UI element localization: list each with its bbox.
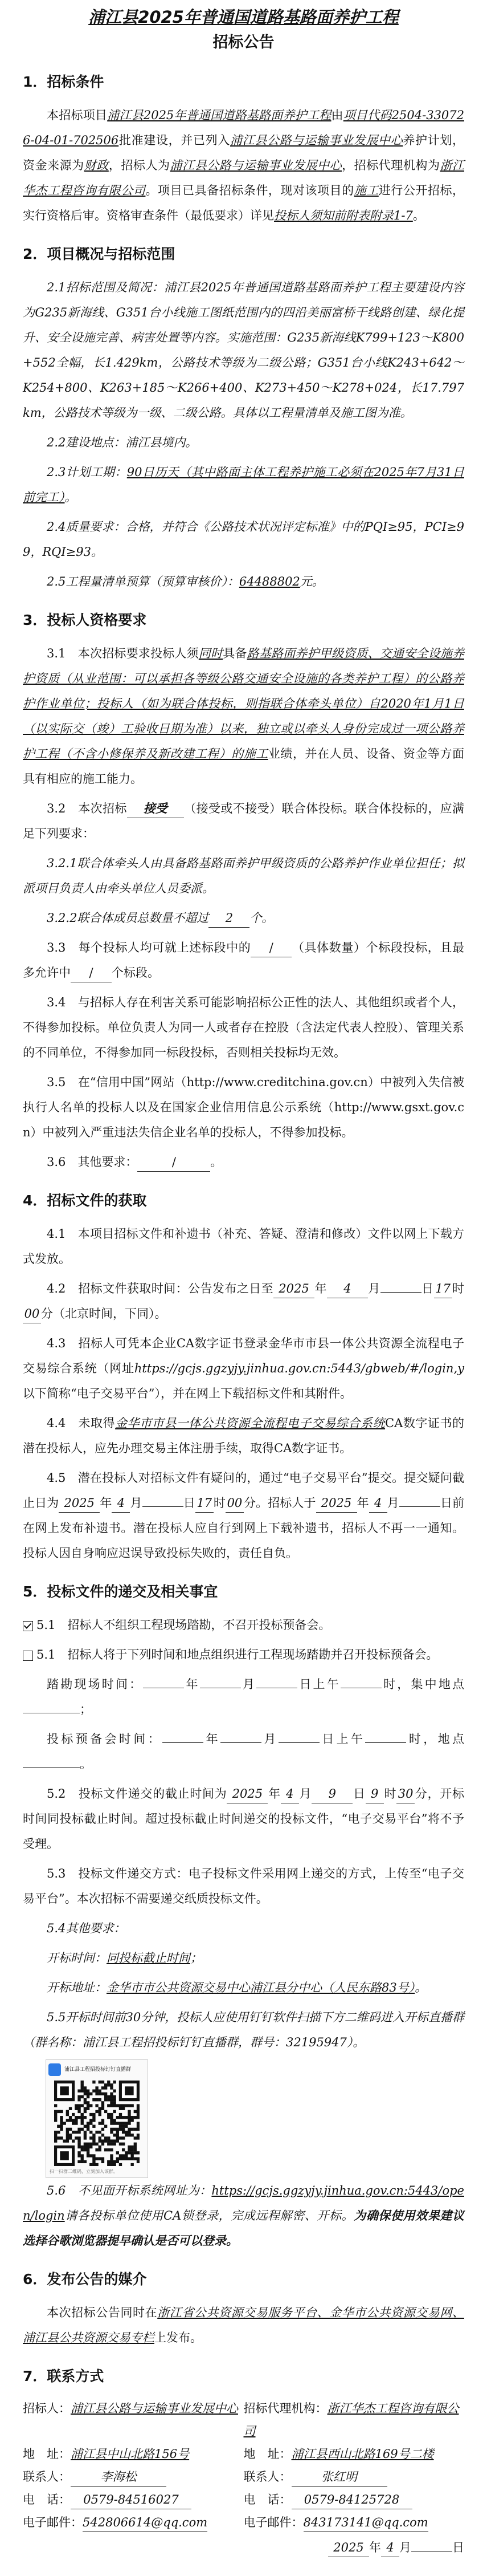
opening-address: 开标地址：金华市市公共资源交易中心浦江县分中心（人民东路83号）。 — [47, 1981, 427, 1994]
section-5-3: 5.3 投标文件递交方式：电子投标文件采用网上递交的方式，上传至“电子交易平台”。本次招标不需要递交纸质投标文件。 — [23, 1867, 464, 1905]
section-6-body: 本次招标公告同时在浙江省公共资源交易服务平台、金华市公共资源交易网、浦江县公共资源交易专栏上发布。 — [23, 2306, 465, 2345]
section-2-3: 2.3计划工期：90日历天（其中路面主体工程养护施工必须在2025年7月31日前完工）。 — [23, 465, 464, 504]
platform-url[interactable]: https://gcjs.ggzyjy.jinhua.gov.cn:5443/gbweb/#/login,y — [134, 1362, 464, 1375]
section-4-2: 4.2 招标文件获取时间：公告发布之日至 2025 年 4 月 日 17 时00 分（北京时间，下同）。 — [23, 1276, 464, 1326]
section-4-4: 4.4 未取得金华市市县一体公共资源全流程电子交易综合系统CA数字证书的潜在投标人，应先办理交易主体注册手续，取得CA数字证书。 — [23, 1416, 464, 1455]
group-avatar-icon — [48, 2063, 61, 2076]
contact-row-person: 联系人： 李海松 联系人： 张红明 — [23, 2465, 464, 2488]
section-4-heading: 4．招标文件的获取 — [23, 1192, 147, 1209]
section-5-4: 5.4其他要求： — [47, 1921, 126, 1935]
opening-time: 开标时间：同投标截止时间； — [47, 1951, 202, 1965]
contact-row-address: 地 址：浦江县中山北路156号 地 址：浦江县西山北路169号二楼 — [23, 2447, 434, 2461]
section-5-5: 5.5开标时间前30分钟，投标人应使用钉钉软件扫描下方二维码进入开标直播群（群名称：浦江县工程招投标钉钉直播群，群号：32195947）。 — [23, 2010, 464, 2049]
section-2-4: 2.4质量要求：合格，并符合《公路技术状况评定标准》中的PQI≥95，PCI≥99，RQI≥93。 — [23, 520, 464, 559]
checkbox-checked-icon[interactable] — [23, 1621, 33, 1631]
pre-bid-meeting-time: 投标预备会时间： 年 月 日上午 时，地点。 — [23, 1726, 464, 1777]
section-3-2-1: 3.2.1联合体牵头人由具备路基路面养护甲级资质的公路养护作业单位担任；拟派项目负责人由牵头单位人员委派。 — [23, 856, 464, 895]
section-4-1: 4.1 本项目招标文件和补遗书（补充、答疑、澄清和修改）文件以网上下载方式发放。 — [23, 1227, 464, 1266]
contact-row-phone: 电 话： 0579-84516027 电 话： 0579-84125728 — [23, 2488, 464, 2511]
document-subtitle: 招标公告 — [212, 34, 275, 51]
section-3-6: 3.6 其他要求： / 。 — [23, 1149, 464, 1175]
section-1-heading: 1．招标条件 — [23, 74, 104, 90]
budget-value: 64488802 — [239, 575, 300, 588]
contact-row-email: 电子邮件：542806614@qq.com 电子邮件：843173141@qq.com — [23, 2511, 464, 2534]
agency-name: 浙江华杰工程咨询有限公司 — [23, 159, 465, 197]
section-2-heading: 2．项目概况与招标范围 — [23, 246, 175, 262]
qr-group-title: 浦江县工程招投标钉钉直播群 — [64, 2067, 132, 2073]
section-3-2-2: 3.2.2联合体成员总数量不超过 2 个。 — [23, 905, 464, 931]
section-6-heading: 6．发布公告的媒介 — [23, 2271, 147, 2287]
section-5-heading: 5．投标文件的递交及相关事宜 — [23, 1583, 218, 1600]
qualification-ref: 投标人须知前附表附录1-7 — [274, 209, 413, 222]
option-site-visit: 5.1 招标人将于下列时间和地点组织进行工程现场踏勘并召开投标预备会。 — [23, 1642, 464, 1667]
open-bid-url[interactable]: https://gcjs.ggzyjy.jinhua.gov.cn:5443/open/login — [23, 2184, 464, 2222]
checkbox-empty-icon[interactable] — [23, 1651, 33, 1661]
section-5-2: 5.2 投标文件递交的截止时间为 2025 年 4 月 9 日 9 时 30 分，开标时间同投标截止时间。超过投标截止时间递交的投标文件，“电子交易平台”将不予受理。 — [23, 1781, 464, 1856]
contact-table — [23, 2397, 464, 2534]
section-3-5: 3.5 在“信用中国”网站（http://www.creditchina.gov.cn）中被列入失信被执行人名单的投标人以及在国家企业信用信息公示系统（http://www.gsxt.gov.cn）中被列入严重违法失信企业名单的投标人，不得参加投标。 — [23, 1075, 464, 1139]
section-3-heading: 3．投标人资格要求 — [23, 612, 147, 628]
qr-code-icon[interactable] — [54, 2081, 140, 2166]
project-code: 项目代码2504-330726-04-01-702506 — [23, 108, 465, 147]
section-2-1: 2.1招标范围及简况：浦江县2025年普通国道路基路面养护工程主要建设内容为G235新海线、G351台小线施工图纸范围内的四沿美丽富桥干线路创建、绿化提升、安全设施完善、病害处置等内容。实施范围：G235新海线K799+123～K800+552全幅，长1.429km，公路技术等级为二级公路；G351台小线K243+642～K254+800、K263+185～K266+400、K273+450～K278+024，长17.797km，公路技术等级为一级、二级公路。具体以工程量清单及施工图为准。 — [23, 281, 464, 420]
fund-source: 财政 — [84, 159, 109, 172]
section-4-3: 4.3 招标人可凭本企业CA数字证书登录金华市市县一体公共资源全流程电子交易综合系统（网址https://gcjs.ggzyjy.jinhua.gov.cn:5443/gbweb/#/login,y以下简称“电子交易平台”），并在网上下载招标文件和其附件。 — [23, 1336, 464, 1400]
issue-date: 2025 年 4 月 日 — [23, 2535, 464, 2560]
section-4-5: 4.5 潜在投标人对招标文件有疑问的，通过“电子交易平台”提交。提交疑问截止日为 2025 年 4 月 日 17 时 00 分。招标人于 2025 年 4 月 日前在网上发布补遗书。潜在投标人应自行到网上下载补遗书，招标人不再一一通知。投标人因自身响应迟误导致投标失败的，责任自负。 — [23, 1471, 465, 1560]
option-no-site-visit: 5.1 招标人不组织工程现场踏勘，不召开投标预备会。 — [23, 1612, 464, 1638]
contact-row-name: 招标人：浦江县公路与运输事业发展中心 招标代理机构：浙江华杰工程咨询有限公司 — [23, 2402, 459, 2438]
section-3-2: 3.2 本次招标 接受 （接受或不接受）联合体投标。联合体投标的，应满足下列要求： — [23, 796, 464, 846]
project-name: 浦江县2025年普通国道路基路面养护工程 — [107, 108, 332, 122]
section-5-6: 5.6 不见面开标系统网址为：https://gcjs.ggzyjy.jinhua.gov.cn:5443/open/login请各投标单位使用CA锁登录，完成远程解密、开标。为确保使用效果建议选择谷歌浏览器提早确认是否可以登录。 — [23, 2184, 465, 2248]
tenderer-name: 浦江县公路与运输事业发展中心 — [170, 159, 342, 172]
section-2-5: 2.5工程量清单预算（预算审核价）：64488802元。 — [47, 575, 324, 588]
section-3-1: 3.1 本次招标要求投标人须同时具备路基路面养护甲级资质、交通安全设施养护资质（从业范围：可以承担各等级公路交通安全设施的各类养护工程）的公路养护作业单位；投标人（如为联合体投标，则指联合体牵头单位）自2020年1月1日（以实际交（竣）工验收日期为准）以来，独立或以牵头人身份完成过一项公路养护工程（不含小修保养及新改建工程）的施工业绩，并在人员、设备、资金等方面具有相应的施工能力。 — [23, 647, 465, 786]
document-title: 浦江县2025年普通国道路基路面养护工程 — [88, 7, 399, 27]
qr-footer-text: 扫一扫群二维码，立刻加入该群。 — [50, 2169, 118, 2174]
section-3-4: 3.4 与招标人存在利害关系可能影响招标公正性的法人、其他组织或者个人，不得参加投标。单位负责人为同一人或者存在控股（含法定代表人控股）、管理关系的不同单位，不得参加同一标段投标，否则相关投标均无效。 — [23, 996, 464, 1059]
section-2-2: 2.2建设地点：浦江县境内。 — [47, 436, 198, 449]
joint-bid-accept: 接受 — [127, 799, 184, 818]
section-3-3: 3.3 每个投标人均可就上述标段中的 / （具体数量）个标段投标，且最多允许中 / 个标段。 — [23, 935, 464, 985]
scope-name: 施工 — [354, 184, 379, 197]
section-1-body: 本招标项目浦江县2025年普通国道路基路面养护工程由项目代码2504-330726-04-01-702506批准建设，并已列入浦江县公路与运输事业发展中心养护计划，资金来源为财政，招标人为浦江县公路与运输事业发展中心，招标代理机构为浙江华杰工程咨询有限公司。项目已具备招标条件，现对该项目的施工进行公开招标，实行资格后审。资格审查条件（最低要求）详见投标人须知前附表附录1-7。 — [23, 108, 465, 222]
dingtalk-qr-card — [46, 2059, 147, 2178]
site-visit-time: 踏勘现场时间： 年 月 日上午 时，集中地点； — [23, 1672, 464, 1722]
owner-name: 浦江县公路与运输事业发展中心 — [230, 133, 403, 147]
section-7-heading: 7．联系方式 — [23, 2368, 104, 2384]
